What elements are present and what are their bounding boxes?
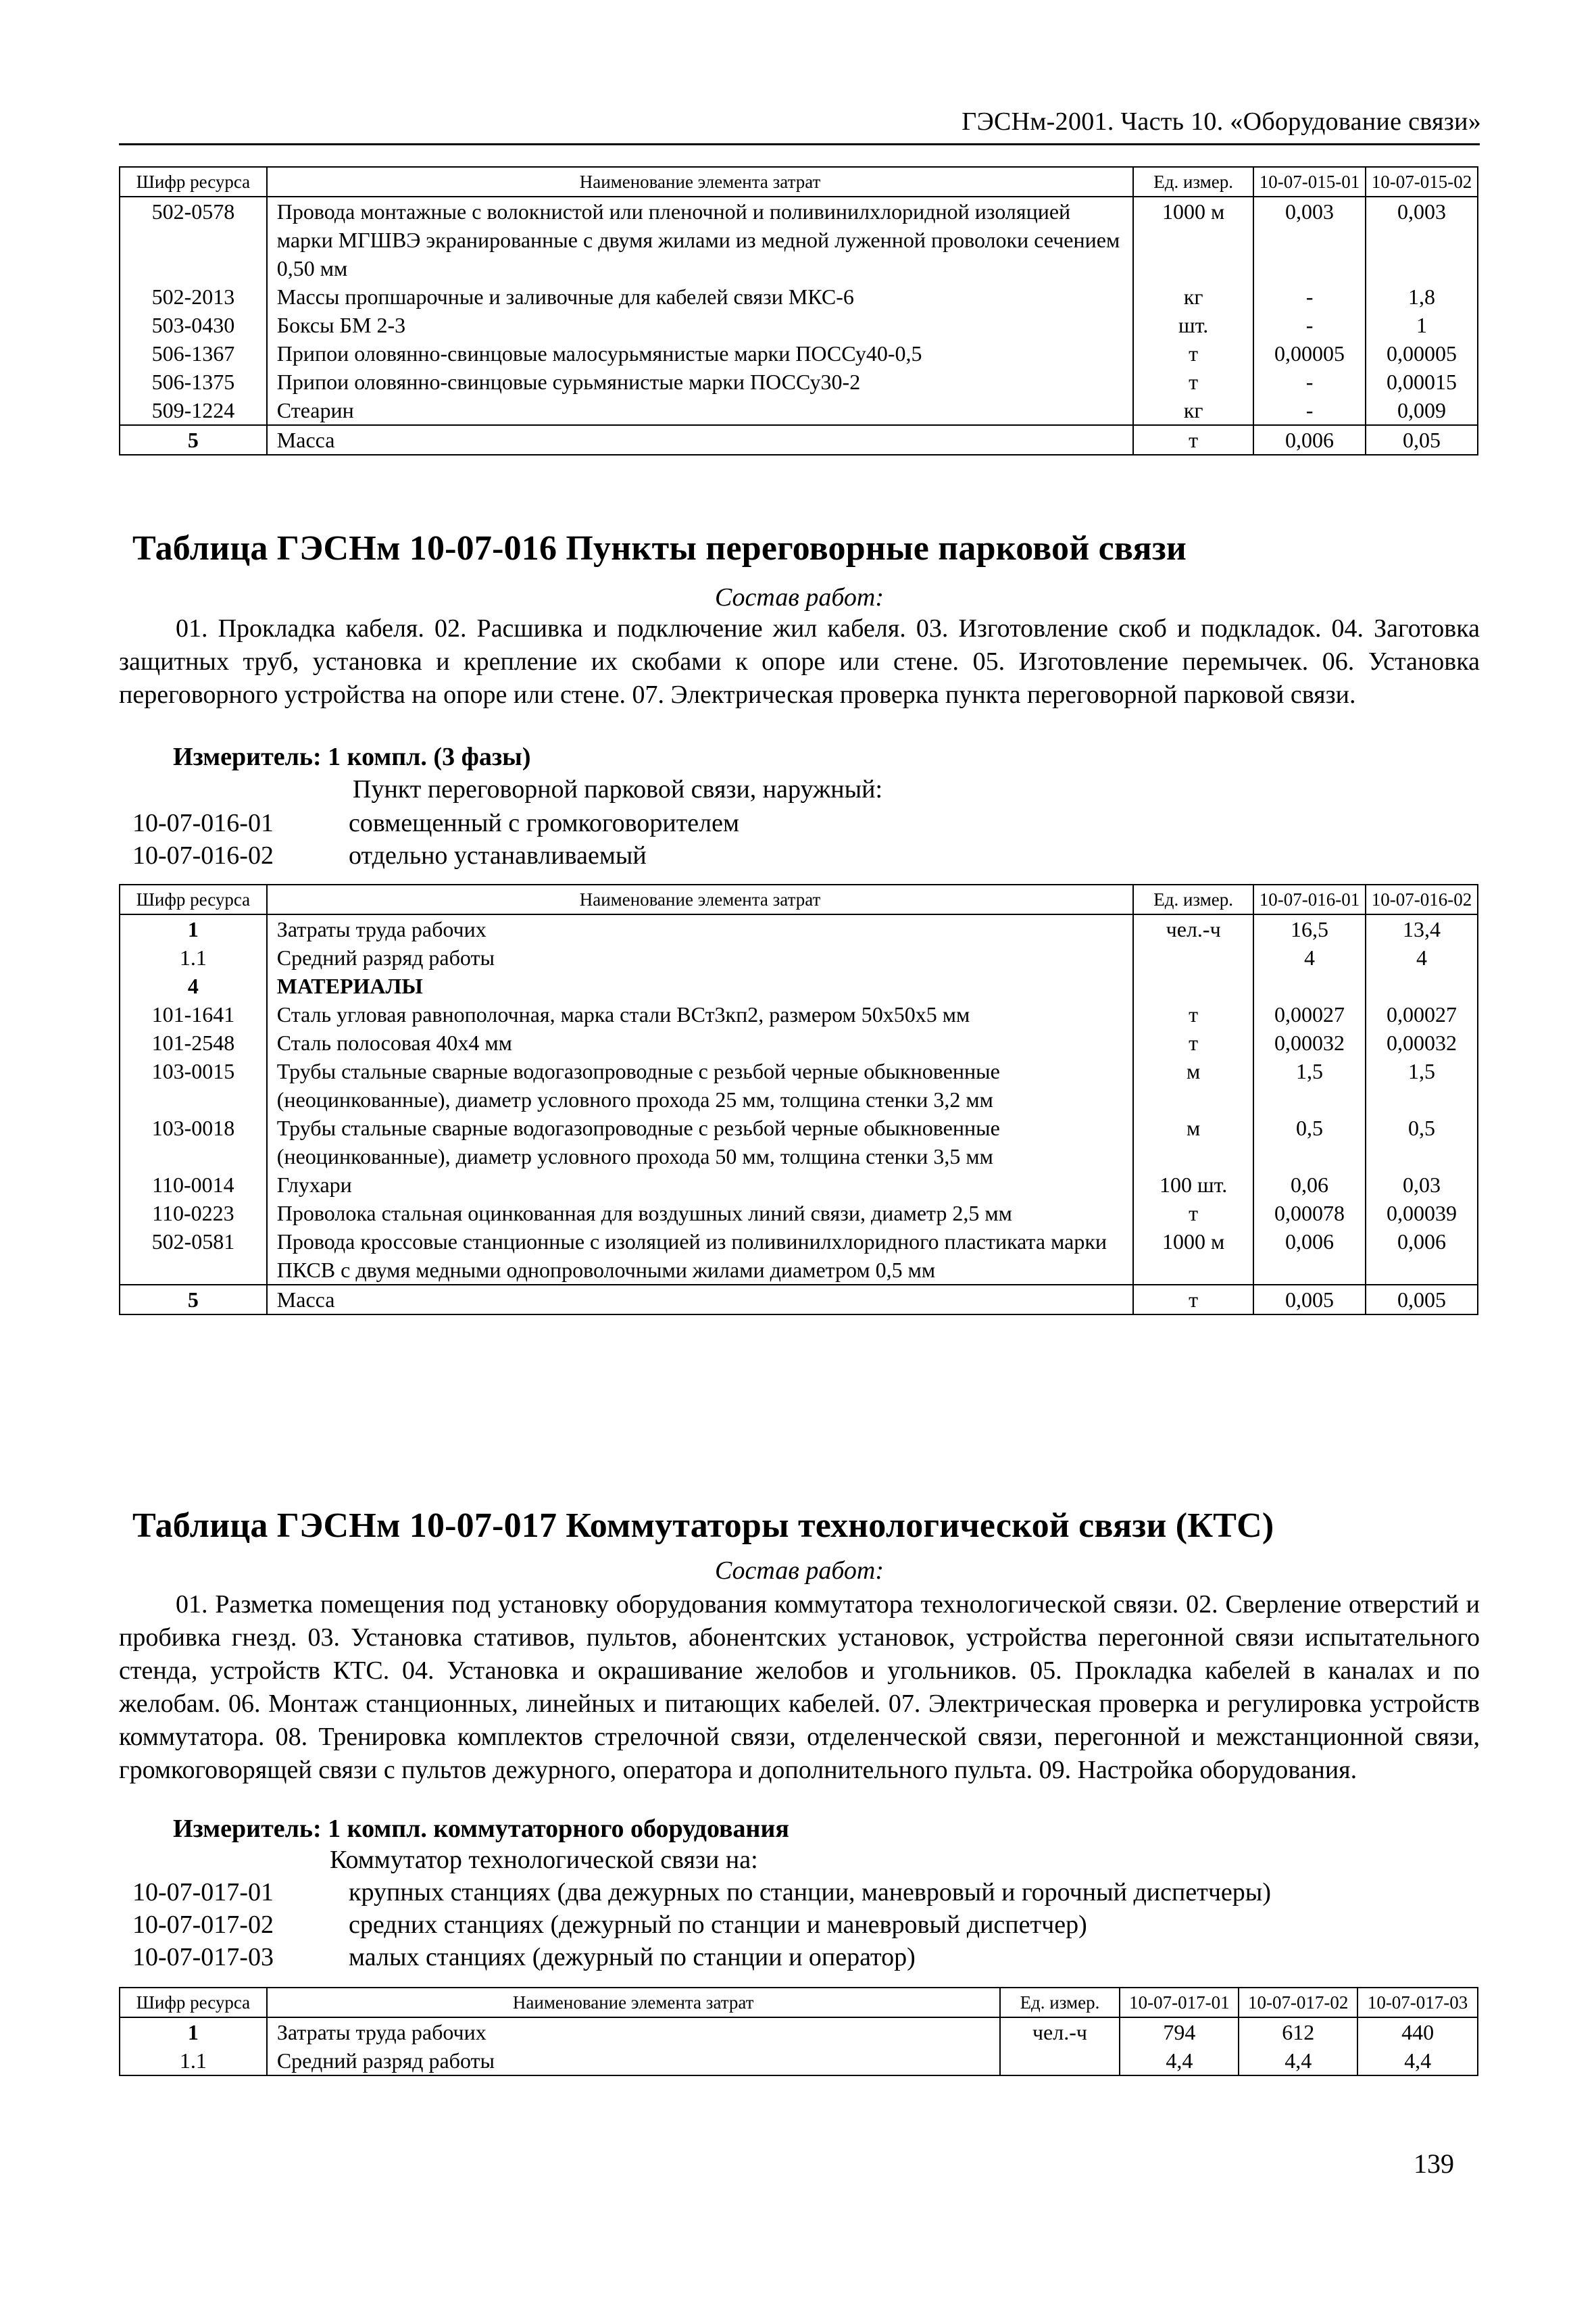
unit-cell: м (1133, 1114, 1253, 1171)
value-cell: 1,5 (1253, 1057, 1366, 1114)
unit-cell: т (1133, 339, 1253, 368)
cost-element-name-cell: МАТЕРИАЛЫ (267, 972, 1133, 1000)
cost-element-name-cell: Затраты труда рабочих (267, 2017, 1000, 2046)
value-cell: - (1253, 396, 1366, 425)
column-header: Ед. измер. (1133, 885, 1253, 914)
resource-code-cell: 5 (120, 425, 267, 455)
variant-text: отдельно устанавливаемый (349, 841, 647, 870)
cost-element-name-cell: Средний разряд работы (267, 943, 1133, 972)
value-cell: 0,006 (1253, 425, 1366, 455)
unit-cell (1000, 2046, 1120, 2075)
table-row (120, 914, 1478, 943)
cost-element-name-cell: Стеарин (267, 396, 1133, 425)
resource-code-cell: 506-1375 (120, 368, 267, 396)
value-cell: 4,4 (1357, 2046, 1478, 2075)
cost-element-name-cell: Трубы стальные сварные водогазопроводные с резьбой черные обыкновенные (неоцинкованные), диаметр условного прохода 50 мм, толщина стенки 3,5 мм (267, 1114, 1133, 1171)
value-cell: 0,5 (1253, 1114, 1366, 1171)
resource-code-cell: 1 (120, 914, 267, 943)
unit-cell (1133, 943, 1253, 972)
value-cell: 13,4 (1366, 914, 1478, 943)
value-cell (1366, 972, 1478, 1000)
column-header: Ед. измер. (1000, 1988, 1120, 2017)
variant-text: средних станциях (дежурный по станции и маневровый диспетчер) (349, 1911, 1087, 1939)
unit-cell: 1000 м (1133, 1227, 1253, 1285)
table-row (120, 1199, 1478, 1227)
resource-code-cell: 5 (120, 1285, 267, 1314)
value-cell: 4,4 (1239, 2046, 1357, 2075)
section-017-work-heading: Состав работ: (714, 1556, 884, 1585)
value-cell: 0,00015 (1366, 368, 1478, 396)
section-016-work-text-content: 01. Прокладка кабеля. 02. Расшивка и подключение жил кабеля. 03. Изготовление скоб и подкладок. 04. Заготовка защитных труб, установка и крепление их скобами к опоре или стене. 05. Изготовление перемычек. 06. Установка переговорного устройства на опоре или стене. 07. Электрическая проверка пункта переговорной парковой связи. (119, 614, 1480, 709)
resource-code-cell: 1 (120, 2017, 267, 2046)
cost-element-name-cell: Сталь полосовая 40х4 мм (267, 1029, 1133, 1057)
value-cell: 1,5 (1366, 1057, 1478, 1114)
section-017-title: Таблица ГЭСНм 10-07-017 Коммутаторы технологической связи (КТС) (132, 1506, 1274, 1545)
section-017-work-text (119, 1588, 1480, 1787)
resource-table-016 (119, 884, 1478, 1315)
column-header: 10-07-017-01 (1120, 1988, 1239, 2017)
table-row (120, 368, 1478, 396)
unit-cell: т (1133, 425, 1253, 455)
column-header: 10-07-016-01 (1253, 885, 1366, 914)
unit-cell: 1000 м (1133, 197, 1253, 282)
table-row (120, 1171, 1478, 1199)
value-cell: 0,00032 (1366, 1029, 1478, 1057)
value-cell: 1 (1366, 311, 1478, 339)
table-row (120, 2046, 1478, 2075)
section-016-work-text (119, 612, 1480, 712)
unit-cell: кг (1133, 396, 1253, 425)
variant-code: 10-07-017-02 (132, 1911, 274, 1939)
resource-code-cell: 101-2548 (120, 1029, 267, 1057)
value-cell: 0,03 (1366, 1171, 1478, 1199)
resource-code-cell: 506-1367 (120, 339, 267, 368)
value-cell: 440 (1357, 2017, 1478, 2046)
column-header: Шифр ресурса (120, 885, 267, 914)
value-cell: 0,00027 (1366, 1000, 1478, 1029)
value-cell: - (1253, 368, 1366, 396)
table-row (120, 943, 1478, 972)
table-header-row (120, 1988, 1478, 2017)
unit-cell: м (1133, 1057, 1253, 1114)
value-cell: 0,5 (1366, 1114, 1478, 1171)
value-cell: 0,005 (1253, 1285, 1366, 1314)
unit-cell: т (1133, 1029, 1253, 1057)
variant-code: 10-07-017-01 (132, 1878, 274, 1906)
value-cell: 16,5 (1253, 914, 1366, 943)
column-header: 10-07-017-02 (1239, 1988, 1357, 2017)
resource-code-cell: 110-0223 (120, 1199, 267, 1227)
resource-table-015 (119, 166, 1478, 456)
section-017-meter: Измеритель: 1 компл. коммутаторного оборудования (173, 1815, 789, 1843)
resource-code-cell: 503-0430 (120, 311, 267, 339)
column-header: Наименование элемента затрат (267, 885, 1133, 914)
value-cell: 0,00039 (1366, 1199, 1478, 1227)
cost-element-name-cell: Затраты труда рабочих (267, 914, 1133, 943)
section-016-work-heading: Состав работ: (714, 583, 884, 612)
cost-element-name-cell: Провода кроссовые станционные с изоляцией из поливинилхлоридного пластиката марки ПКСВ с двумя медными однопроволочными жилами диаметром 0,5 мм (267, 1227, 1133, 1285)
unit-cell: 100 шт. (1133, 1171, 1253, 1199)
resource-code-cell: 502-2013 (120, 282, 267, 311)
page-number: 139 (1414, 2148, 1454, 2179)
unit-cell: кг (1133, 282, 1253, 311)
value-cell: 0,009 (1366, 396, 1478, 425)
cost-element-name-cell: Проволока стальная оцинкованная для воздушных линий связи, диаметр 2,5 мм (267, 1199, 1133, 1227)
table-row (120, 1029, 1478, 1057)
table-row (120, 1057, 1478, 1114)
variant-code: 10-07-016-01 (132, 809, 274, 837)
resource-code-cell: 110-0014 (120, 1171, 267, 1199)
unit-cell: т (1133, 1199, 1253, 1227)
table-row (120, 2017, 1478, 2046)
variant-code: 10-07-017-03 (132, 1943, 274, 1971)
cost-element-name-cell: Сталь угловая равнополочная, марка стали ВСт3кп2, размером 50х50х5 мм (267, 1000, 1133, 1029)
value-cell: 1,8 (1366, 282, 1478, 311)
section-017-work-text-content: 01. Разметка помещения под установку оборудования коммутатора технологической связи. 02. Сверление отверстий и пробивка гнезд. 03. Установка стативов, пультов, абонентских установок, устройства перегонной связи испытательного стенда, устройств КТС. 04. Установка и окрашивание желобов и угольников. 05. Прокладка кабелей в каналах и по желобам. 06. Монтаж станционных, линейных и питающих кабелей. 07. Электрическая проверка и регулировка устройств коммутатора. 08. Тренировка комплектов стрелочной связи, отделенческой связи, перегонной и межстанционной связи, громкоговорящей связи с пультов дежурного, оператора и дополнительного пульта. 09. Настройка оборудования. (119, 1590, 1480, 1784)
cost-element-name-cell: Боксы БМ 2-3 (267, 311, 1133, 339)
unit-cell: чел.-ч (1133, 914, 1253, 943)
value-cell: 0,00027 (1253, 1000, 1366, 1029)
resource-code-cell: 101-1641 (120, 1000, 267, 1029)
unit-cell: т (1133, 1000, 1253, 1029)
resource-code-cell: 502-0581 (120, 1227, 267, 1285)
cost-element-name-cell: Трубы стальные сварные водогазопроводные с резьбой черные обыкновенные (неоцинкованные), диаметр условного прохода 25 мм, толщина стенки 3,2 мм (267, 1057, 1133, 1114)
value-cell: - (1253, 282, 1366, 311)
table-header-row (120, 167, 1478, 197)
cost-element-name-cell: Масса (267, 1285, 1133, 1314)
cost-element-name-cell: Масса (267, 425, 1133, 455)
cost-element-name-cell: Припои оловянно-свинцовые малосурьмянистые марки ПОССу40-0,5 (267, 339, 1133, 368)
running-header: ГЭСНм-2001. Часть 10. «Оборудование связи» (962, 107, 1481, 136)
header-rule (119, 143, 1480, 145)
resource-code-cell: 502-0578 (120, 197, 267, 282)
column-header: 10-07-016-02 (1366, 885, 1478, 914)
resource-code-cell: 103-0015 (120, 1057, 267, 1114)
section-016-meter: Измеритель: 1 компл. (3 фазы) (173, 743, 531, 771)
table-row (120, 282, 1478, 311)
table-row (120, 1000, 1478, 1029)
value-cell: 4 (1366, 943, 1478, 972)
table-row (120, 396, 1478, 425)
value-cell: 794 (1120, 2017, 1239, 2046)
resource-code-cell: 4 (120, 972, 267, 1000)
column-header: Наименование элемента затрат (267, 167, 1133, 197)
value-cell: 0,05 (1366, 425, 1478, 455)
table-row (120, 1114, 1478, 1171)
unit-cell (1133, 972, 1253, 1000)
variant-text: совмещенный с громкоговорителем (349, 809, 740, 837)
section-017-variant-title: Коммутатор технологической связи на: (330, 1846, 758, 1874)
value-cell: 0,06 (1253, 1171, 1366, 1199)
table-row (120, 197, 1478, 282)
value-cell: 0,006 (1253, 1227, 1366, 1285)
value-cell: 0,003 (1366, 197, 1478, 282)
resource-code-cell: 1.1 (120, 2046, 267, 2075)
value-cell: 4,4 (1120, 2046, 1239, 2075)
unit-cell: шт. (1133, 311, 1253, 339)
resource-code-cell: 103-0018 (120, 1114, 267, 1171)
value-cell: 0,00032 (1253, 1029, 1366, 1057)
table-row (120, 311, 1478, 339)
resource-code-cell: 1.1 (120, 943, 267, 972)
value-cell: 0,00005 (1366, 339, 1478, 368)
value-cell: 0,00078 (1253, 1199, 1366, 1227)
table-row (120, 972, 1478, 1000)
unit-cell: чел.-ч (1000, 2017, 1120, 2046)
table-row (120, 1227, 1478, 1285)
resource-table-017 (119, 1987, 1478, 2076)
unit-cell: т (1133, 1285, 1253, 1314)
cost-element-name-cell: Массы пропшарочные и заливочные для кабелей связи МКС-6 (267, 282, 1133, 311)
table-header-row (120, 885, 1478, 914)
value-cell: 0,003 (1253, 197, 1366, 282)
cost-element-name-cell: Провода монтажные с волокнистой или пленочной и поливинилхлоридной изоляцией марки МГШВЭ экранированные с двумя жилами из медной луженной проволоки сечением 0,50 мм (267, 197, 1133, 282)
value-cell (1253, 972, 1366, 1000)
column-header: 10-07-015-01 (1253, 167, 1366, 197)
column-header: Ед. измер. (1133, 167, 1253, 197)
value-cell: 0,006 (1366, 1227, 1478, 1285)
table-row (120, 339, 1478, 368)
value-cell: 0,00005 (1253, 339, 1366, 368)
table-row (120, 425, 1478, 455)
variant-code: 10-07-016-02 (132, 841, 274, 870)
column-header: Шифр ресурса (120, 1988, 267, 2017)
section-016-title: Таблица ГЭСНм 10-07-016 Пункты переговорные парковой связи (132, 529, 1187, 568)
value-cell: 4 (1253, 943, 1366, 972)
variant-text: малых станциях (дежурный по станции и оператор) (349, 1943, 916, 1971)
value-cell: 612 (1239, 2017, 1357, 2046)
section-016-variant-title: Пункт переговорной парковой связи, наружный: (353, 775, 883, 804)
unit-cell: т (1133, 368, 1253, 396)
column-header: Наименование элемента затрат (267, 1988, 1000, 2017)
cost-element-name-cell: Средний разряд работы (267, 2046, 1000, 2075)
cost-element-name-cell: Глухари (267, 1171, 1133, 1199)
table-row (120, 1285, 1478, 1314)
value-cell: 0,005 (1366, 1285, 1478, 1314)
column-header: Шифр ресурса (120, 167, 267, 197)
column-header: 10-07-015-02 (1366, 167, 1478, 197)
resource-code-cell: 509-1224 (120, 396, 267, 425)
variant-text: крупных станциях (два дежурных по станции, маневровый и горочный диспетчеры) (349, 1878, 1271, 1906)
column-header: 10-07-017-03 (1357, 1988, 1478, 2017)
cost-element-name-cell: Припои оловянно-свинцовые сурьмянистые марки ПОССу30-2 (267, 368, 1133, 396)
value-cell: - (1253, 311, 1366, 339)
